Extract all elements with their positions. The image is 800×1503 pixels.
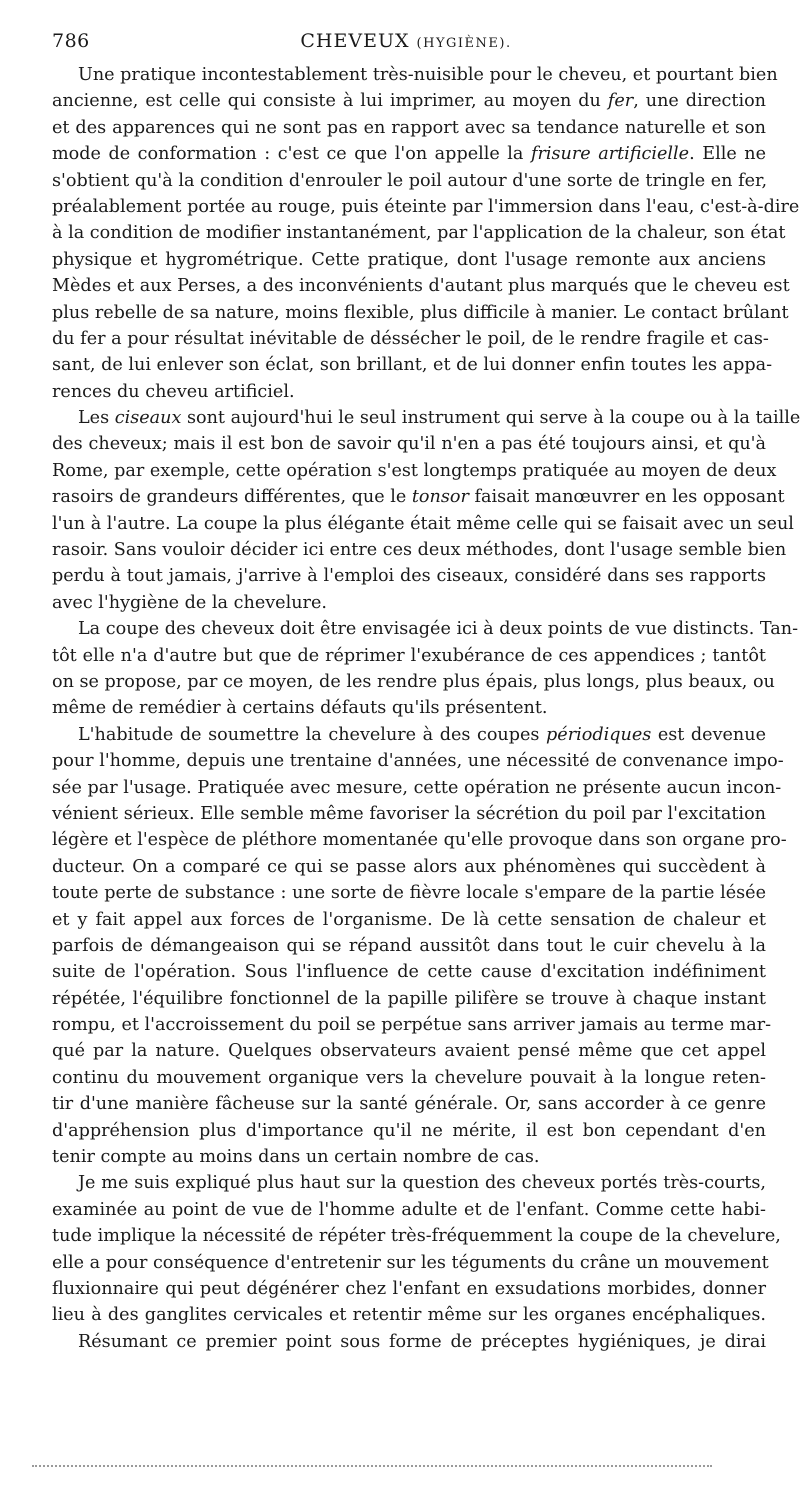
text-segment: des cheveux; mais il est bon de savoir qu'il n'en a pas été toujours ainsi, et qu'à — [52, 434, 766, 455]
text-line — [52, 563, 766, 589]
text-segment: répétée, l'équilibre fonctionnel de la papille pilifère se trouve à chaque instant — [52, 988, 766, 1009]
text-line — [52, 933, 766, 959]
text-segment: est devenue — [651, 724, 767, 745]
running-title — [52, 30, 760, 52]
text-line — [52, 590, 766, 616]
text-segment: La coupe des cheveux doit être envisagée ici à deux points de vue distincts. Tan- — [78, 619, 799, 640]
italic-term: frisure artificielle — [530, 144, 690, 165]
text-segment: d'appréhension plus d'importance qu'il ne mérite, il est bon cependant d'en — [52, 1120, 766, 1141]
text-line — [52, 1223, 781, 1249]
text-segment: elle a pour conséquence d'entretenir sur les téguments du crâne un mouvement — [52, 1252, 769, 1273]
text-segment: perdu à tout jamais, j'arrive à l'emploi des ciseaux, considéré dans ses rapports — [52, 566, 766, 587]
text-segment: sant, de lui enlever son éclat, son brillant, et de lui donner enfin toutes les appa- — [52, 355, 773, 376]
text-line — [52, 1091, 766, 1117]
text-segment: Mèdes et aux Perses, a des inconvénients d'autant plus marqués que le cheveu est — [52, 276, 790, 297]
text-segment: examinée au point de vue de l'homme adulte et de l'enfant. Comme cette habi- — [52, 1199, 766, 1220]
text-segment: rompu, et l'accroissement du poil se perpétue sans arriver jamais au terme mar- — [52, 1015, 772, 1036]
text-line — [52, 695, 766, 721]
body-text — [52, 62, 800, 1355]
text-line — [52, 1038, 766, 1064]
text-segment: légère et l'espèce de pléthore momentanée qu'elle provoque dans son organe pro- — [52, 830, 787, 851]
text-segment: Résumant ce premier point sous forme de préceptes hygiéniques, je dirai — [78, 1331, 766, 1352]
text-segment: sée par l'usage. Pratiquée avec mesure, cette opération ne présente aucun incon- — [52, 777, 782, 798]
text-segment: du fer a pour résultat inévitable de déssécher le poil, de le rendre fragile et cas- — [52, 328, 769, 349]
text-segment: préalablement portée au rouge, puis éteinte par l'immersion dans l'eau, c'est-à-dire — [52, 196, 800, 217]
text-segment: plus rebelle de sa nature, moins flexible, plus difficile à manier. Le contact brûlant — [52, 302, 789, 323]
text-line — [52, 775, 782, 801]
text-line — [52, 1276, 766, 1302]
text-line — [52, 827, 787, 853]
text-line — [52, 616, 799, 642]
text-line — [52, 1250, 769, 1276]
text-segment: Une pratique incontestablement très-nuisible pour le cheveu, et pourtant bien — [78, 65, 778, 85]
text-line — [52, 1118, 766, 1144]
text-line — [52, 537, 787, 563]
text-line — [52, 748, 784, 774]
text-line — [52, 141, 766, 167]
page-number: 786 — [52, 30, 90, 52]
text-segment: ancienne, est celle qui consiste à lui imprimer, au moyen du — [52, 91, 608, 112]
text-line — [52, 1065, 766, 1091]
text-segment: même de remédier à certains défauts qu'ils présentent. — [52, 698, 548, 719]
italic-term: périodiques — [546, 724, 652, 745]
text-segment: on se propose, par ce moyen, de les rendre plus épais, plus longs, plus beaux, ou — [52, 671, 775, 692]
text-line — [52, 880, 766, 906]
text-segment: qué par la nature. Quelques observateurs avaient pensé même que cet appel — [52, 1041, 766, 1062]
text-line — [52, 379, 766, 405]
text-line — [52, 247, 766, 273]
text-line — [52, 669, 775, 695]
text-line — [52, 484, 785, 510]
text-segment: l'un à l'autre. La coupe la plus élégante était même celle qui se faisait avec un seul — [52, 513, 794, 534]
text-line — [52, 1197, 766, 1223]
text-segment: , une direction — [633, 91, 766, 112]
text-line — [52, 1012, 772, 1038]
italic-term: tonsor — [411, 487, 469, 508]
text-segment: ducteur. On a comparé ce qui se passe alors aux phénomènes qui succèdent à — [52, 856, 766, 877]
text-line — [52, 854, 766, 880]
italic-term: fer — [607, 91, 634, 112]
text-line — [52, 1302, 766, 1328]
text-segment: sont aujourd'hui le seul instrument qui serve à la coupe ou à la taille — [181, 408, 800, 429]
text-segment: pour l'homme, depuis une trentaine d'années, une nécessité de convenance impo- — [52, 751, 784, 772]
text-line — [52, 326, 769, 352]
text-segment: rasoir. Sans vouloir décider ici entre ces deux méthodes, dont l'usage semble bien — [52, 540, 787, 561]
text-segment: tir d'une manière fâcheuse sur la santé générale. Or, sans accorder à ce genre — [52, 1094, 766, 1115]
text-line — [52, 220, 786, 246]
text-line — [52, 168, 766, 194]
text-segment: tenir compte au moins dans un certain nombre de cas. — [52, 1147, 540, 1168]
text-segment: parfois de démangeaison qui se répand aussitôt dans tout le cuir chevelu à la — [52, 935, 766, 956]
running-title-sub: (HYGIÈNE). — [416, 36, 512, 51]
text-segment: . Elle ne — [689, 144, 767, 165]
text-line — [52, 801, 766, 827]
text-segment: tude implique la nécessité de répéter très-fréquemment la coupe de la chevelure, — [52, 1226, 781, 1247]
text-line — [52, 405, 800, 431]
text-segment: mode de conformation : c'est ce que l'on appelle la — [52, 144, 531, 165]
text-segment: avec l'hygiène de la chevelure. — [52, 592, 327, 613]
text-segment: vénient sérieux. Elle semble même favoriser la sécrétion du poil par l'excitation — [52, 803, 766, 824]
text-line — [52, 1170, 766, 1196]
page-header — [52, 30, 760, 60]
text-line — [52, 986, 766, 1012]
text-line — [52, 352, 773, 378]
text-line — [52, 300, 789, 326]
text-segment: continu du mouvement organique vers la chevelure pouvait à la longue reten- — [52, 1067, 766, 1088]
text-segment: physique et hygrométrique. Cette pratique, dont l'usage remonte aux anciens — [52, 249, 766, 270]
text-segment: et y fait appel aux forces de l'organisme. De là cette sensation de chaleur et — [52, 909, 766, 930]
text-line — [52, 959, 766, 985]
text-line — [52, 62, 778, 88]
running-title-main: CHEVEUX — [300, 30, 410, 52]
text-line — [52, 458, 777, 484]
text-segment: suite de l'opération. Sous l'influence de cette cause d'excitation indéfiniment — [52, 962, 766, 983]
text-line — [52, 273, 790, 299]
text-line — [52, 511, 794, 537]
text-segment: Les — [78, 408, 115, 429]
text-segment: rences du cheveu artificiel. — [52, 381, 295, 402]
text-segment: rasoirs de grandeurs différentes, que le — [52, 487, 412, 508]
text-segment: fluxionnaire qui peut dégénérer chez l'enfant en exsudations morbides, donner — [52, 1278, 766, 1299]
text-segment: à la condition de modifier instantanément, par l'application de la chaleur, son état — [52, 223, 786, 244]
text-line — [52, 431, 766, 457]
text-line — [52, 88, 766, 114]
text-segment: Je me suis expliqué plus haut sur la question des cheveux portés très-courts, — [78, 1173, 766, 1194]
italic-term: ciseaux — [114, 408, 182, 429]
text-segment: toute perte de substance : une sorte de fièvre locale s'empare de la partie lésée — [52, 883, 766, 904]
text-line — [52, 1329, 766, 1355]
text-segment: s'obtient qu'à la condition d'enrouler le poil autour d'une sorte de tringle en fer, — [52, 170, 768, 191]
text-segment: faisait manœuvrer en les opposant — [468, 487, 785, 508]
text-line — [52, 907, 766, 933]
text-line — [52, 194, 800, 220]
text-segment: Rome, par exemple, cette opération s'est longtemps pratiquée au moyen de deux — [52, 460, 777, 481]
text-segment: tôt elle n'a d'autre but que de réprimer l'exubérance de ces appendices ; tantôt — [52, 645, 766, 666]
text-line — [52, 1144, 766, 1170]
footer-rule — [32, 1465, 712, 1467]
text-segment: L'habitude de soumettre la chevelure à des coupes — [78, 724, 547, 745]
text-line — [52, 722, 766, 748]
text-line — [52, 115, 766, 141]
text-segment: et des apparences qui ne sont pas en rapport avec sa tendance naturelle et son — [52, 117, 766, 138]
text-line — [52, 643, 766, 669]
text-segment: lieu à des ganglites cervicales et retentir même sur les organes encéphaliques. — [52, 1305, 766, 1326]
